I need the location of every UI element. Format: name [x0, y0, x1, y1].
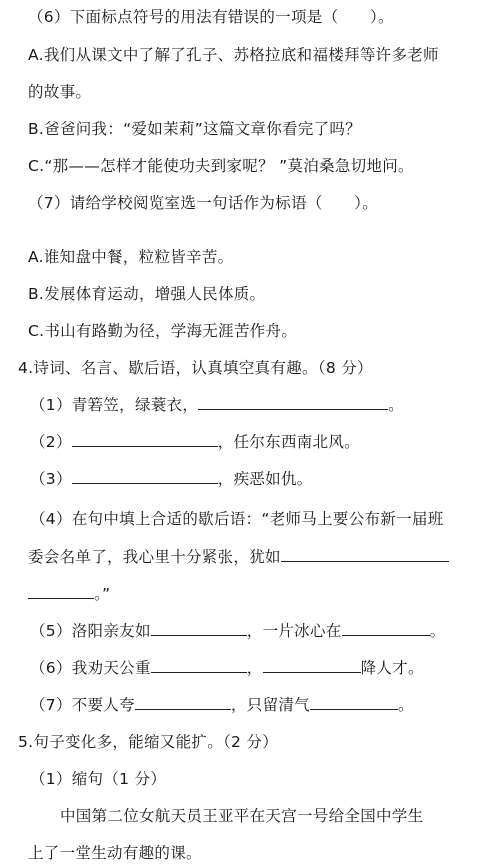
item-4-1-text: （1）青箬笠，绿蓑衣，	[30, 396, 199, 414]
item-4-2	[30, 431, 360, 453]
item-5-1-sentence-line-2: 上了一堂生动有趣的课。	[28, 844, 202, 862]
option-6b: B.爸爸问我：“爱如茉莉”这篇文章你看完了吗？	[28, 120, 362, 138]
item-4-2-end: ，任尔东西南北风。	[217, 433, 360, 451]
section-4-title: 4.诗词、名言、歇后语，认真填空真有趣。（8 分）	[18, 359, 373, 377]
item-4-3-end: ，疾恶如仇。	[217, 470, 313, 488]
item-4-5-text: （5）洛阳亲友如	[30, 622, 151, 640]
item-4-6-text: （6）我劝天公重	[30, 659, 151, 677]
fill-blank[interactable]	[72, 468, 218, 484]
item-4-5-mid: ，一片冰心在	[246, 622, 342, 640]
option-6c: C.“那——怎样才能使功夫到家呢？ ”莫泊桑急切地问。	[28, 157, 414, 175]
item-4-4-end: 。”	[94, 585, 111, 603]
fill-blank[interactable]	[151, 620, 247, 636]
question-6-prompt: （6）下面标点符号的用法有错误的一项是（ ）。	[28, 8, 394, 26]
item-4-3	[30, 468, 313, 490]
item-4-4-line-3	[28, 583, 110, 605]
item-4-7-end: 。	[397, 696, 414, 714]
item-4-1-end: 。	[388, 396, 404, 414]
item-4-2-text: （2）	[30, 433, 72, 451]
fill-blank[interactable]	[151, 657, 247, 673]
item-4-4-line-2	[28, 546, 449, 568]
item-4-5	[30, 620, 445, 642]
item-4-7	[30, 694, 414, 716]
fill-blank[interactable]	[263, 657, 361, 673]
item-4-4-line-1: （4）在句中填上合适的歇后语：“老师马上要公布新一届班	[30, 510, 444, 528]
fill-blank[interactable]	[72, 431, 218, 447]
item-5-1-sentence-line-1: 中国第二位女航天员王亚平在天宫一号给全国中学生	[60, 807, 424, 825]
option-7b: B.发展体育运动，增强人民体质。	[28, 285, 266, 303]
item-4-1	[30, 394, 404, 416]
item-4-7-text: （7）不要人夸	[30, 696, 135, 714]
item-4-5-end: 。	[429, 622, 446, 640]
question-7-prompt: （7）请给学校阅览室选一句话作为标语（ ）。	[28, 194, 379, 212]
fill-blank[interactable]	[198, 394, 388, 410]
option-7c: C.书山有路勤为径，学海无涯苦作舟。	[28, 322, 298, 340]
item-4-6-end: 降人才。	[360, 659, 424, 677]
fill-blank[interactable]	[310, 694, 398, 710]
item-4-7-mid: ，只留清气	[230, 696, 310, 714]
section-5-title: 5.句子变化多，能缩又能扩。（2 分）	[18, 733, 279, 751]
option-6a-line-2: 的故事。	[28, 83, 92, 101]
fill-blank[interactable]	[281, 546, 449, 562]
item-5-1-label: （1）缩句（1 分）	[30, 770, 167, 788]
item-4-3-text: （3）	[30, 470, 72, 488]
fill-blank[interactable]	[342, 620, 430, 636]
item-4-4-text: 委会名单了，我心里十分紧张，犹如	[28, 548, 281, 566]
fill-blank[interactable]	[28, 583, 94, 599]
item-4-6-mid: ，	[246, 659, 263, 677]
item-4-6	[30, 657, 424, 679]
option-7a: A.谁知盘中餐，粒粒皆辛苦。	[28, 248, 234, 266]
fill-blank[interactable]	[135, 694, 231, 710]
option-6a-line-1: A.我们从课文中了解了孔子、苏格拉底和福楼拜等许多老师	[28, 46, 439, 64]
